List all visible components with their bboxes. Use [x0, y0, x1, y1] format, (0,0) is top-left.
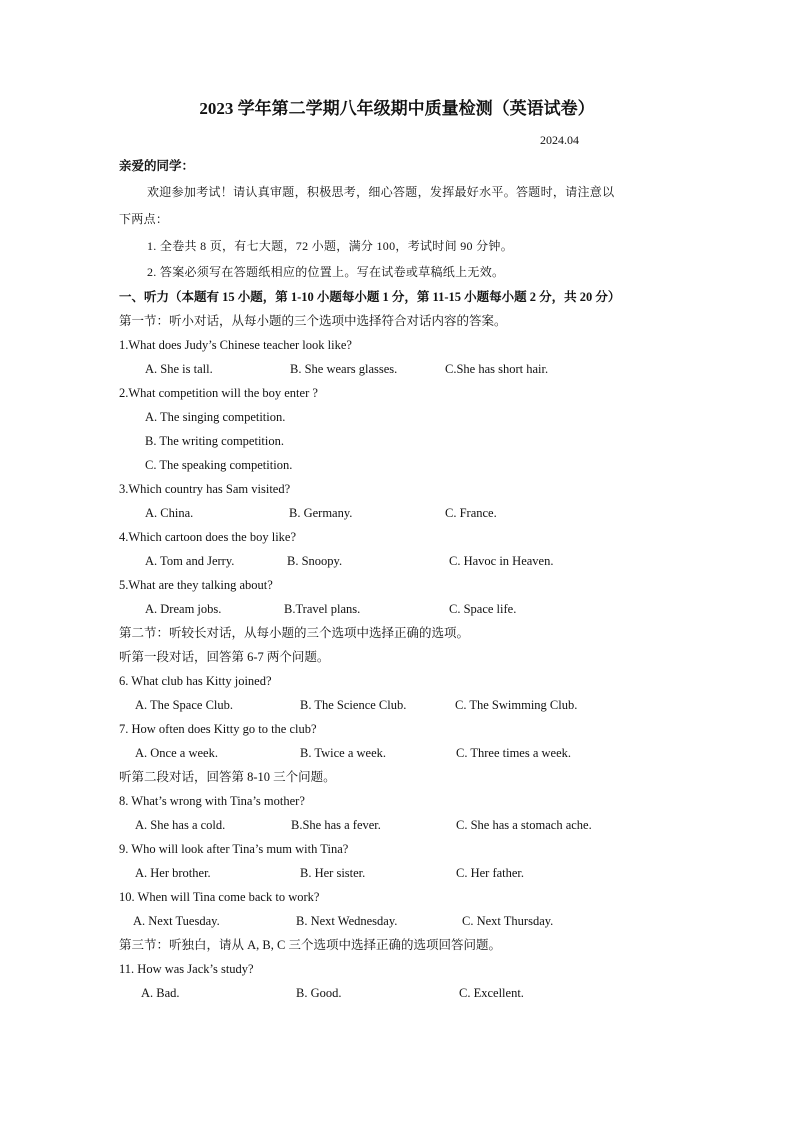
q5-option-a: A. Dream jobs. — [145, 602, 222, 616]
question-1: 1.What does Judy’s Chinese teacher look like? — [119, 338, 352, 352]
question-5: 5.What are they talking about? — [119, 578, 273, 592]
dialog-1-instruction: 听第一段对话，回答第 6-7 两个问题。 — [119, 650, 330, 664]
question-4: 4.Which cartoon does the boy like? — [119, 530, 297, 544]
part-3-instruction: 第三节：听独白，请从 A, B, C 三个选项中选择正确的选项回答问题。 — [119, 938, 501, 952]
intro-paragraph-line-1: 欢迎参加考试！请认真审题，积极思考，细心答题，发挥最好水平。答题时，请注意以 — [147, 185, 615, 199]
q1-option-a: A. She is tall. — [145, 362, 213, 376]
exam-date: 2024.04 — [540, 133, 579, 147]
question-7: 7. How often does Kitty go to the club? — [119, 722, 317, 736]
q9-option-b: B. Her sister. — [300, 866, 366, 880]
q4-option-c: C. Havoc in Heaven. — [449, 554, 554, 568]
q7-option-b: B. Twice a week. — [300, 746, 387, 760]
q3-option-a: A. China. — [145, 506, 194, 520]
question-9: 9. Who will look after Tina’s mum with Tina? — [119, 842, 349, 856]
q1-option-b: B. She wears glasses. — [290, 362, 398, 376]
dialog-2-instruction: 听第二段对话，回答第 8-10 三个问题。 — [119, 770, 336, 784]
question-11: 11. How was Jack’s study? — [119, 962, 254, 976]
q10-option-a: A. Next Tuesday. — [133, 914, 220, 928]
q9-option-a: A. Her brother. — [135, 866, 211, 880]
q6-option-b: B. The Science Club. — [300, 698, 407, 712]
q11-option-c: C. Excellent. — [459, 986, 524, 1000]
q5-option-c: C. Space life. — [449, 602, 517, 616]
q2-option-a: A. The singing competition. — [145, 410, 286, 424]
intro-paragraph-line-2: 下两点： — [119, 212, 169, 226]
question-8: 8. What’s wrong with Tina’s mother? — [119, 794, 305, 808]
q11-option-a: A. Bad. — [141, 986, 180, 1000]
q4-option-b: B. Snoopy. — [287, 554, 343, 568]
q5-option-b: B.Travel plans. — [284, 602, 361, 616]
q10-option-b: B. Next Wednesday. — [296, 914, 398, 928]
q6-option-a: A. The Space Club. — [135, 698, 234, 712]
q2-option-b: B. The writing competition. — [145, 434, 284, 448]
q4-option-a: A. Tom and Jerry. — [145, 554, 235, 568]
q8-option-c: C. She has a stomach ache. — [456, 818, 592, 832]
question-10: 10. When will Tina come back to work? — [119, 890, 320, 904]
question-2: 2.What competition will the boy enter ? — [119, 386, 318, 400]
q11-option-b: B. Good. — [296, 986, 342, 1000]
question-3: 3.Which country has Sam visited? — [119, 482, 291, 496]
greeting: 亲爱的同学： — [119, 159, 195, 173]
q1-option-c: C.She has short hair. — [445, 362, 549, 376]
question-6: 6. What club has Kitty joined? — [119, 674, 272, 688]
q10-option-c: C. Next Thursday. — [462, 914, 554, 928]
part-1-instruction: 第一节：听小对话，从每小题的三个选项中选择符合对话内容的答案。 — [119, 314, 507, 328]
q7-option-a: A. Once a week. — [135, 746, 218, 760]
q7-option-c: C. Three times a week. — [456, 746, 572, 760]
q3-option-c: C. France. — [445, 506, 497, 520]
q9-option-c: C. Her father. — [456, 866, 525, 880]
instruction-note-1: 1. 全卷共 8 页，有七大题，72 小题，满分 100，考试时间 90 分钟。 — [147, 239, 514, 253]
instruction-note-2: 2. 答案必须写在答题纸相应的位置上。写在试卷或草稿纸上无效。 — [147, 265, 505, 279]
q3-option-b: B. Germany. — [289, 506, 353, 520]
section-heading-listening: 一、听力（本题有 15 小题，第 1-10 小题每小题 1 分，第 11-15 小题每小题 2 分，共 20 分） — [119, 290, 621, 304]
q8-option-b: B.She has a fever. — [291, 818, 381, 832]
q8-option-a: A. She has a cold. — [135, 818, 226, 832]
q6-option-c: C. The Swimming Club. — [455, 698, 578, 712]
part-2-instruction: 第二节：听较长对话，从每小题的三个选项中选择正确的选项。 — [119, 626, 470, 640]
q2-option-c: C. The speaking competition. — [145, 458, 293, 472]
exam-title: 2023 学年第二学期八年级期中质量检测（英语试卷） — [199, 99, 595, 118]
